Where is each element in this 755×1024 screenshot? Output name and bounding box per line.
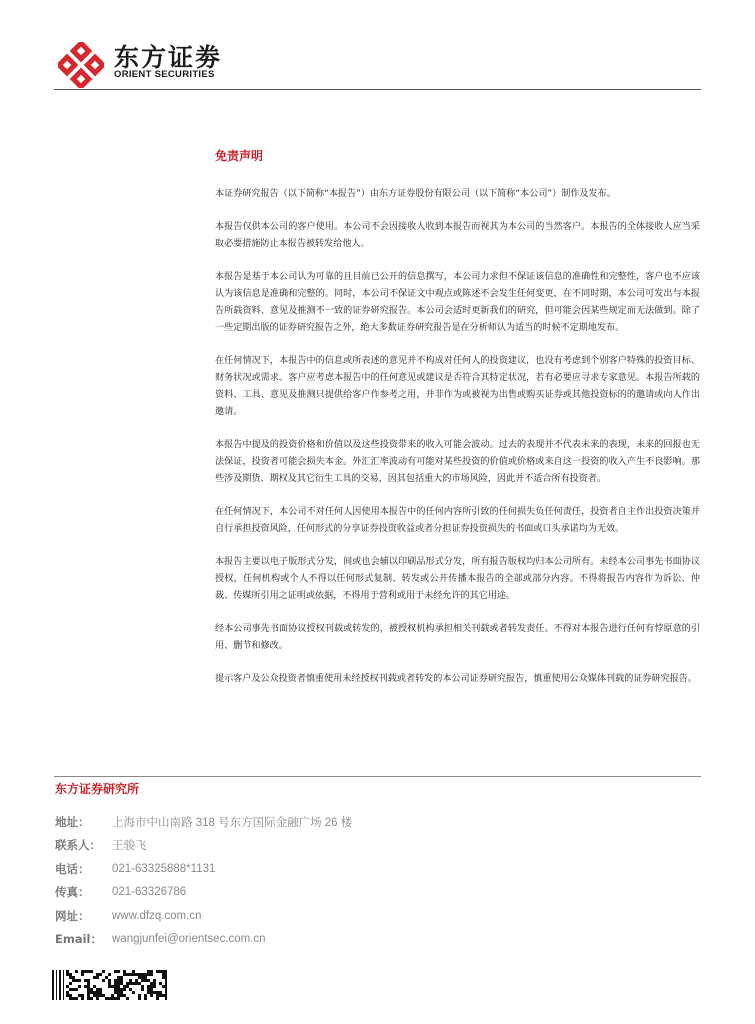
address-value: 上海市中山南路 318 号东方国际金融广场 26 楼 xyxy=(112,816,353,829)
disclaimer-paragraph: 本报告仅供本公司的客户使用。本公司不会因接收人收到本报告而视其为本公司的当然客户。本报告的全体接收人应当采取必要措施防止本报告被转发给他人。 xyxy=(215,222,700,249)
website-link[interactable]: www.dfzq.com.cn xyxy=(112,909,202,922)
contact-person xyxy=(55,834,555,858)
header-divider xyxy=(54,89,701,90)
contact-address xyxy=(55,810,555,834)
orient-securities-logo-icon xyxy=(58,42,104,88)
barcode-end-bar xyxy=(165,970,167,1000)
disclaimer-paragraph: 本报告中提及的投资价格和价值以及这些投资带来的收入可能会波动。过去的表现并不代表未来的表现，未来的回报也无法保证，投资者可能会损失本金。外汇汇率波动有可能对某些投资的价值或价格或来自这一投资的收入产生不良影响。那些涉及期货、期权及其它衍生工具的交易，因其包括重大的市场风险，因此并不适合所有投资者。 xyxy=(215,440,700,484)
disclaimer-paragraph: 提示客户及公众投资者慎重使用未经授权刊载或者转发的本公司证券研究报告，慎重使用公众媒体刊载的证券研究报告。 xyxy=(215,674,697,684)
disclaimer-paragraph: 本报告是基于本公司认为可靠的且目前已公开的信息撰写，本公司力求但不保证该信息的准确性和完整性，客户也不应该认为该信息是准确和完整的。同时，本公司不保证文中观点或陈述不会发生任何变更，在不同时期，本公司可发出与本报告所载资料、意见及推测不一致的证券研究报告。本公司会适时更新我们的研究，但可能会因某些规定而无法做到。除了一些定期出版的证券研究报告之外，绝大多数证券研究报告是在分析师认为适当的时候不定期地发布。 xyxy=(215,272,700,333)
disclaimer-paragraph: 在任何情况下，本报告中的信息或所表述的意见并不构成对任何人的投资建议，也没有考虑到个别客户特殊的投资目标、财务状况或需求。客户应考虑本报告中的任何意见或建议是否符合其特定状况，若有必要应寻求专家意见。本报告所载的资料、工具、意见及推测只提供给客户作参考之用，并非作为或被视为出售或购买证券或其他投资标的的邀请或向人作出邀请。 xyxy=(215,356,700,417)
contact-info xyxy=(55,810,555,951)
phone-value: 021-63325888*1131 xyxy=(112,862,216,875)
disclaimer-paragraph: 本证券研究报告（以下简称“本报告”）由东方证券股份有限公司（以下简称“本公司”）制作及发布。 xyxy=(215,189,616,199)
contact-phone xyxy=(55,857,555,881)
contact-label: 地址： xyxy=(55,814,90,829)
footer-divider xyxy=(54,776,701,777)
institute-name: 东方证券研究所 xyxy=(55,782,140,796)
brand-name-en: ORIENT SECURITIES xyxy=(114,69,215,80)
disclaimer-title: 免责声明 xyxy=(215,149,264,163)
page-header xyxy=(0,0,755,92)
barcode-icon xyxy=(52,970,165,1000)
contact-label: 联系人： xyxy=(55,838,101,853)
brand-name-cn: 东方证劵 xyxy=(114,43,223,72)
contact-website xyxy=(55,904,555,928)
email-link[interactable]: wangjunfei@orientsec.com.cn xyxy=(112,933,266,946)
disclaimer-paragraph: 经本公司事先书面协议授权刊载或转发的，被授权机构承担相关刊载或者转发责任。不得对本报告进行任何有悖原意的引用、删节和修改。 xyxy=(215,624,700,651)
contact-label: Email： xyxy=(55,932,102,947)
contact-label: 传真： xyxy=(55,885,90,900)
disclaimer-paragraph: 在任何情况下，本公司不对任何人因使用本报告中的任何内容所引致的任何损失负任何责任，投资者自主作出投资决策并自行承担投资风险，任何形式的分享证券投资收益或者分担证券投资损失的书面或口头承诺均为无效。 xyxy=(215,507,700,534)
disclaimer-paragraph: 本报告主要以电子版形式分发，间或也会辅以印刷品形式分发，所有报告版权均归本公司所有。未经本公司事先书面协议授权，任何机构或个人不得以任何形式复制、转发或公开传播本报告的全部或部分内容。不得将报告内容作为诉讼、仲裁、传媒所引用之证明或依据，不得用于营利或用于未经允许的其它用途。 xyxy=(215,557,700,601)
contact-email xyxy=(55,928,555,952)
fax-value: 021-63326786 xyxy=(112,886,187,899)
contact-fax xyxy=(55,881,555,905)
disclaimer-section xyxy=(215,148,700,704)
contact-label: 网址： xyxy=(55,908,90,923)
contact-label: 电话： xyxy=(55,861,90,876)
contact-person-value: 王骏飞 xyxy=(112,840,147,853)
